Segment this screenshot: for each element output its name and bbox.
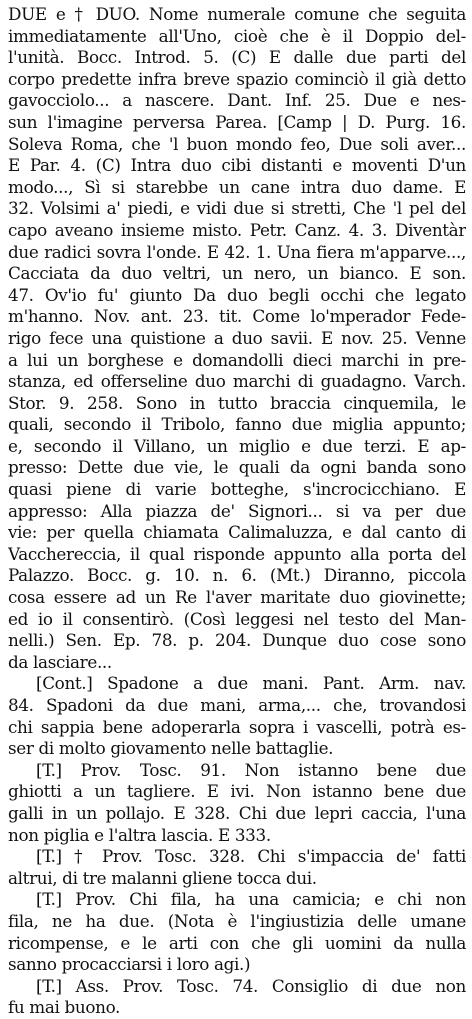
text-line: immediatamente all'Uno, cioè che è il Doppio del- xyxy=(8,25,466,46)
text-line: sanno procacciarsi i loro agi.) xyxy=(8,954,251,975)
text-line: Palazzo. Bocc. g. 10. n. 6. (Mt.) Diranno, piccola xyxy=(8,565,466,586)
text-line: altrui, di tre malanni gliene tocca dui. xyxy=(8,867,317,888)
text-line: Stor. 9. 258. Sono in tutto braccia cinquemila, le xyxy=(8,392,466,413)
text-line: ghiotti a un tagliere. E ivi. Non istanno bene due xyxy=(8,781,466,802)
text-line: a lui un borghese e domandolli dieci marchi in pre- xyxy=(8,349,466,370)
text-line: gavocciolo... a nascere. Dant. Inf. 25. Due e nes- xyxy=(8,90,466,111)
text-line: [T.] Ass. Prov. Tosc. 74. Consiglio di due non xyxy=(36,975,466,996)
text-line: [T.] † Prov. Tosc. 328. Chi s'impaccia de' fatti xyxy=(36,846,466,867)
text-line: e, secondo il Villano, un miglio e due terzi. E ap- xyxy=(8,435,466,456)
text-line: sun l'imagine perversa Parea. [Camp | D. Purg. 16. xyxy=(8,111,466,132)
text-line: DUE e † DUO. Nome numerale comune che seguita xyxy=(8,4,466,24)
text-line: corpo predette infra breve spazio cominciò il già detto xyxy=(8,68,466,89)
text-line: da lasciare... xyxy=(8,651,112,672)
text-line: modo..., Sì si starebbe un cane intra duo dame. E xyxy=(8,176,466,197)
text-line: ser di molto giovamento nelle battaglie. xyxy=(8,738,334,759)
text-line: non piglia e l'altra lascia. E 333. xyxy=(8,824,271,845)
text-line: fila, ne ha due. (Nota è l'ingiustizia delle umane xyxy=(8,910,466,931)
text-line: Vacchereccia, il qual risponde appunto alla porta del xyxy=(8,543,466,564)
text-line: [T.] Prov. Tosc. 91. Non istanno bene due xyxy=(36,759,466,780)
text-line: due radici sovra l'onde. E 42. 1. Una fiera m'apparve..., xyxy=(8,241,466,262)
text-line: quali, secondo il Tribolo, fanno due miglia appunto; xyxy=(8,414,466,435)
text-line: E Par. 4. (C) Intra duo cibi distanti e moventi D'un xyxy=(8,155,466,176)
text-line: vie: per quella chiamata Calimaluzza, e dal canto di xyxy=(8,522,466,543)
text-line: l'unità. Bocc. Introd. 5. (C) E dalle due parti del xyxy=(8,47,466,68)
text-line: rigo fece una quistione a duo savii. E nov. 25. Venne xyxy=(8,327,466,348)
text-line: [T.] Prov. Chi fila, ha una camicia; e chi non xyxy=(36,889,466,910)
text-line: 84. Spadoni da due mani, arma,... che, trovandosi xyxy=(8,695,466,715)
text-line: chi sappia bene adoperarla sopra i vascelli, potrà es- xyxy=(8,716,466,737)
text-line: [Cont.] Spadone a due mani. Pant. Arm. nav. xyxy=(36,673,466,694)
text-line: Cacciata da duo veltri, un nero, un bianco. E son. xyxy=(8,263,466,284)
text-line: appresso: Alla piazza de' Signori... si va per due xyxy=(8,500,466,521)
text-line: ed io il consentirò. (Così leggesi nel testo del Man- xyxy=(8,608,466,629)
text-line: stanza, ed offerseline duo marchi di guadagno. Varch. xyxy=(8,371,466,392)
text-line: m'hanno. Nov. ant. 23. tit. Come lo'mperador Fede- xyxy=(8,306,466,327)
text-line: galli in un pollajo. E 328. Chi due lepri caccia, l'una xyxy=(8,802,466,823)
text-line: Soleva Roma, che 'l buon mondo feo, Due soli aver... xyxy=(8,133,466,154)
text-line: capo aveano insieme misto. Petr. Canz. 4. 3. Diventàr xyxy=(8,219,466,240)
text-line: cosa essere ad un Re l'aver maritate duo giovinette; xyxy=(8,587,466,608)
text-line: nelli.) Sen. Ep. 78. p. 204. Dunque duo cose sono xyxy=(8,630,466,651)
text-line: ricompense, e le arti con che gli uomini da nulla xyxy=(8,932,466,953)
text-line: quasi piene di varie botteghe, s'incrocicchiano. E xyxy=(8,479,466,500)
text-line: 32. Volsimi a' piedi, e vidi due si stretti, Che 'l pel del xyxy=(8,198,466,219)
text-line: fu mai buono. xyxy=(8,997,121,1018)
text-line: 47. Ov'io fu' giunto Da duo begli occhi che legato xyxy=(8,284,466,305)
text-line: presso: Dette due vie, le quali da ogni banda sono xyxy=(8,457,466,478)
